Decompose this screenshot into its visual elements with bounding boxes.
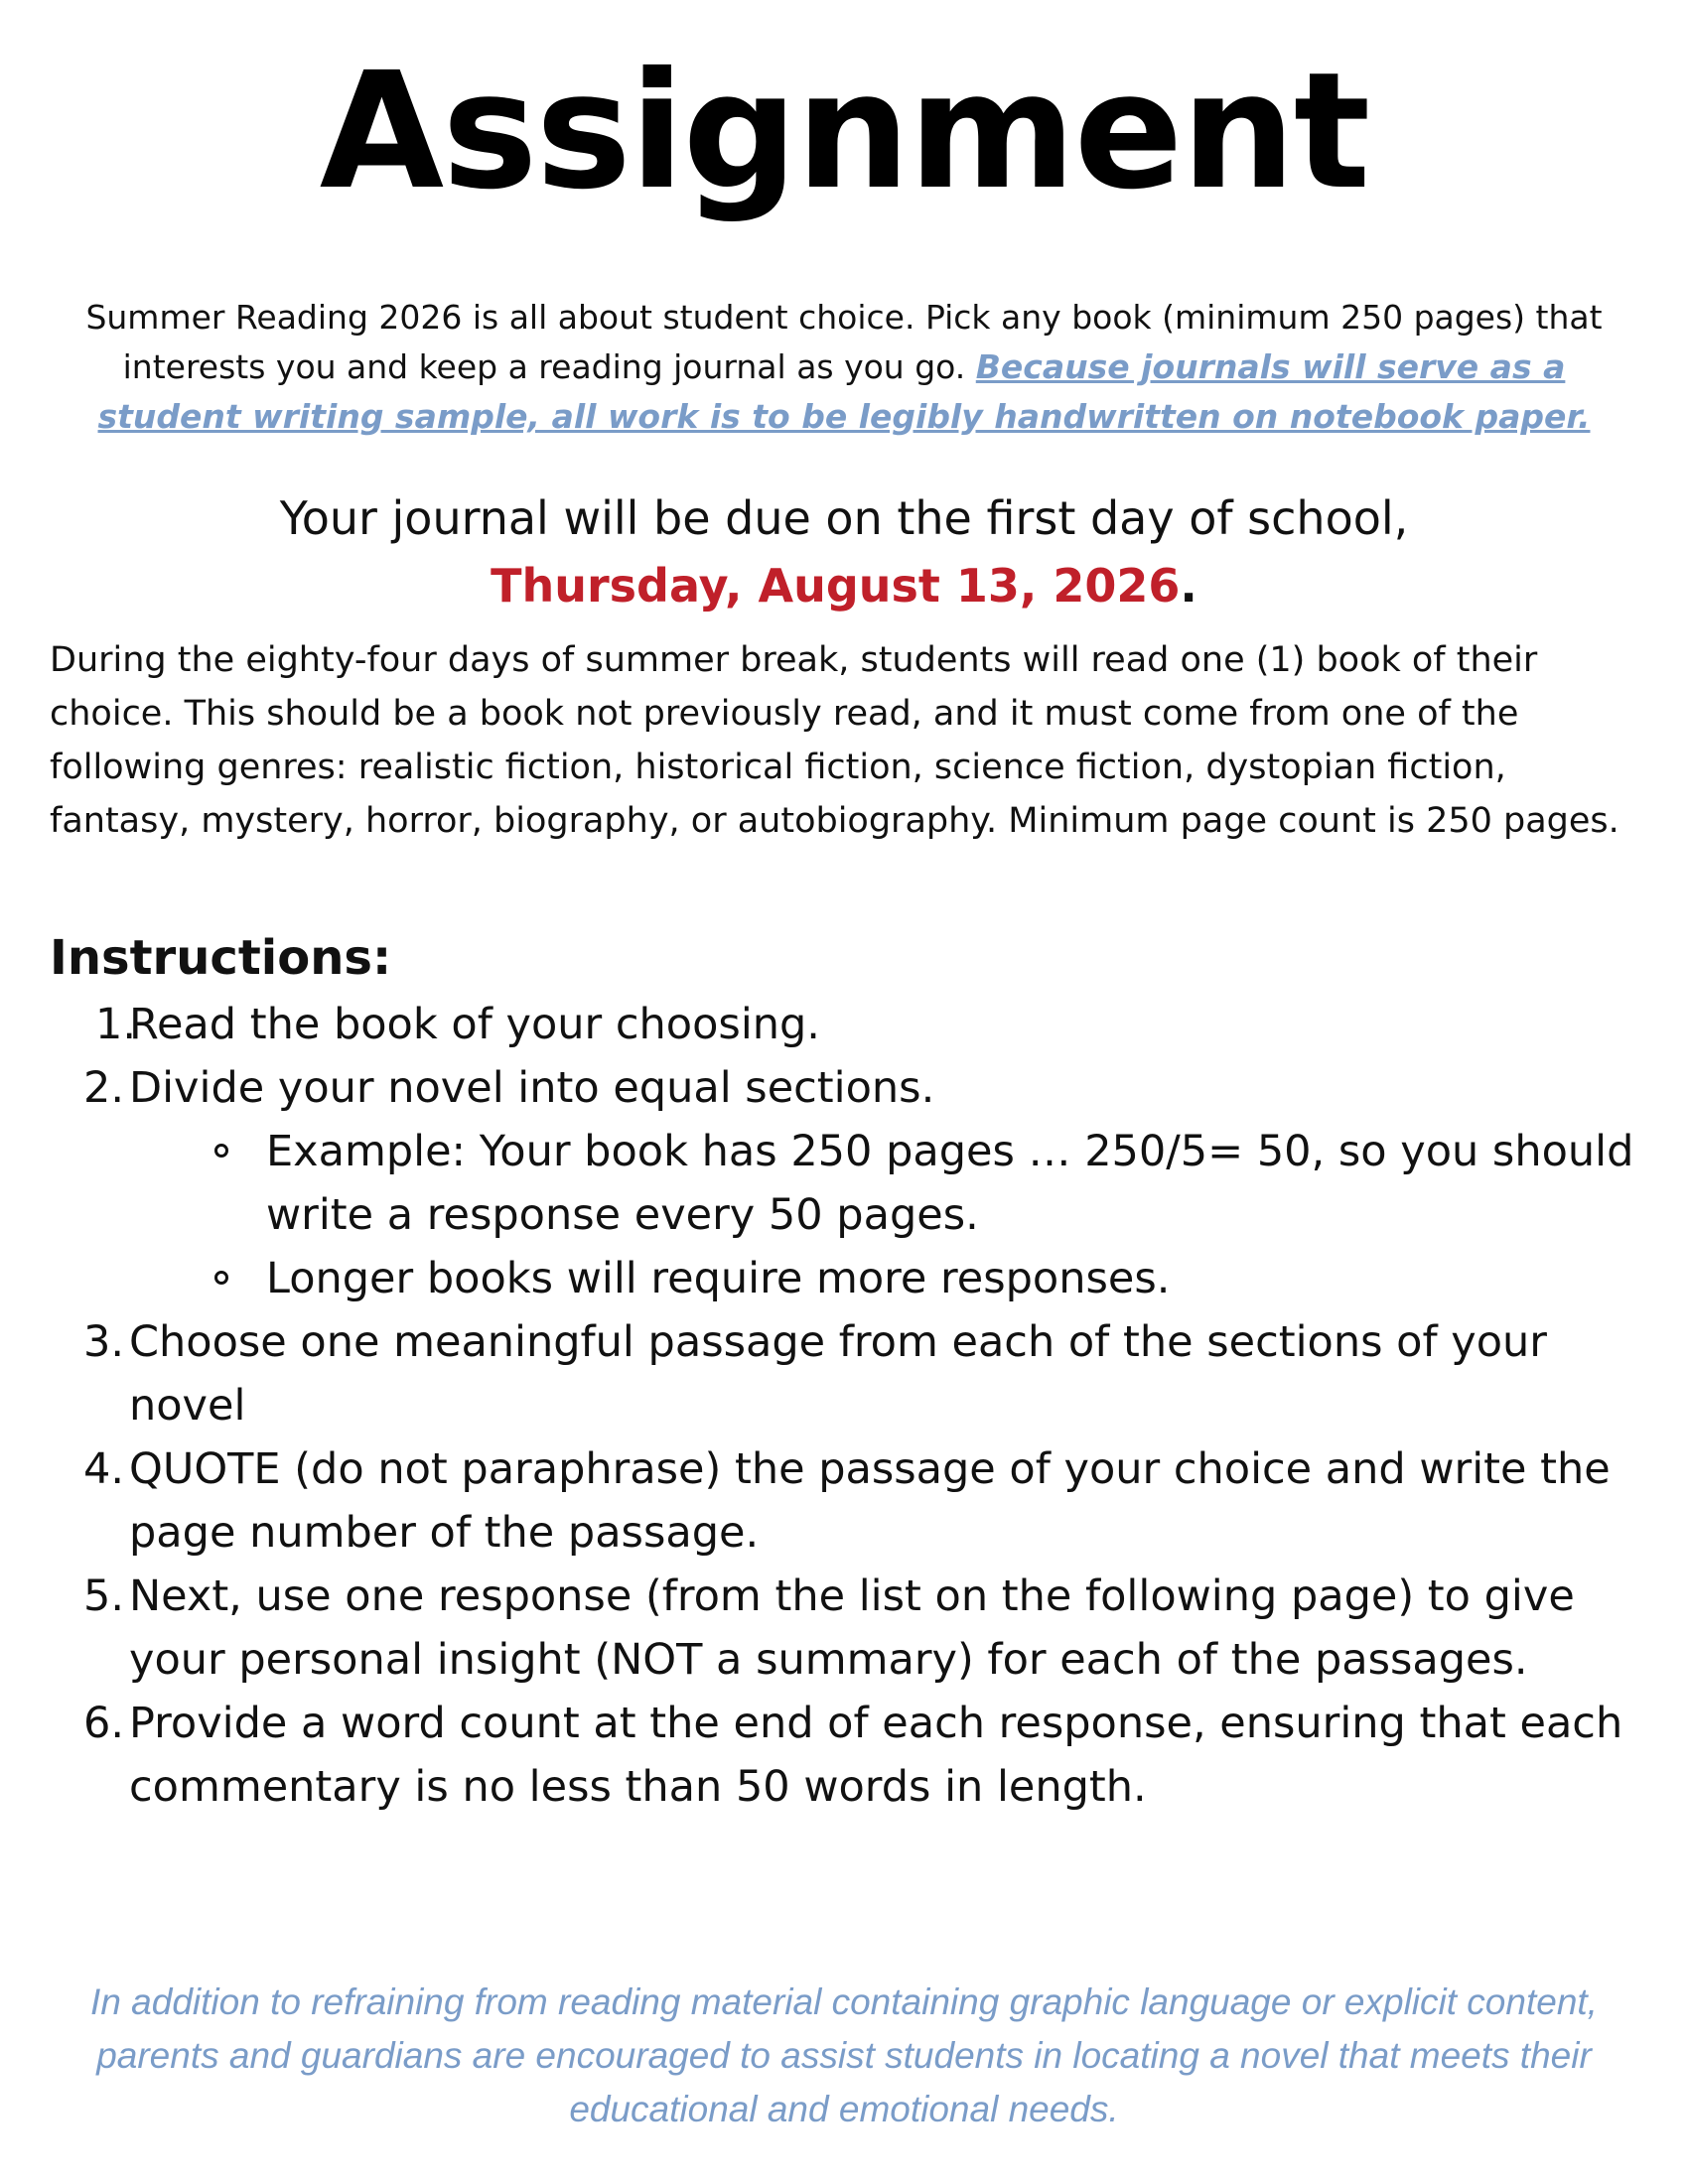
sub-list bbox=[129, 1120, 1658, 1310]
sub-list-item bbox=[199, 1247, 1658, 1310]
list-item bbox=[50, 1565, 1658, 1692]
list-item bbox=[50, 1310, 1658, 1437]
item-number: 2. bbox=[83, 1063, 125, 1113]
due-date-block bbox=[0, 484, 1688, 619]
item-text: Read the book of your choosing. bbox=[129, 1000, 820, 1049]
parent-guidance-note: In addition to refraining from reading material containing graphic language or explicit content, parents and guardians are encouraged to assist students in locating a novel that meets their educational and emotional needs. bbox=[90, 1981, 1598, 2129]
due-period: . bbox=[1180, 559, 1197, 613]
item-text: Provide a word count at the end of each response, ensuring that each commentary is no less than 50 words in length. bbox=[129, 1699, 1623, 1812]
item-text: QUOTE (do not paraphrase) the passage of your choice and write the page number of the passage. bbox=[129, 1444, 1611, 1558]
bullet-icon bbox=[214, 1144, 228, 1158]
item-number: 3. bbox=[83, 1317, 125, 1367]
list-item bbox=[50, 1056, 1658, 1310]
bullet-icon bbox=[214, 1271, 228, 1285]
due-line: Your journal will be due on the first day of school, bbox=[279, 491, 1409, 545]
instructions-list bbox=[50, 993, 1658, 1819]
instructions-heading: Instructions: bbox=[50, 930, 392, 986]
item-text: Next, use one response (from the list on the following page) to give your personal insight (NOT a summary) for each of the passages. bbox=[129, 1571, 1575, 1685]
item-text: Choose one meaningful passage from each of the sections of your novel bbox=[129, 1317, 1547, 1431]
description-paragraph: During the eighty-four days of summer break, students will read one (1) book of their choice. This should be a book not previously read, and it must come from one of the following genres: realistic fiction, historical fiction, science fiction, dystopian fiction, fantasy, mystery, horror, biography, or autobiography. Minimum page count is 250 pages. bbox=[50, 640, 1619, 841]
intro-paragraph bbox=[56, 293, 1632, 442]
list-item bbox=[50, 1692, 1658, 1819]
list-item bbox=[50, 993, 1658, 1056]
handwritten-requirement: Because journals will serve as a student writing sample, all work is to be legibly handwritten on notebook paper. bbox=[97, 347, 1591, 436]
intro-text: Summer Reading 2026 is all about student choice. Pick any book (minimum 250 pages) that interests you and keep a reading journal as you go. bbox=[85, 298, 1603, 386]
sub-list-item bbox=[199, 1120, 1658, 1247]
item-number: 5. bbox=[83, 1571, 125, 1621]
due-date: Thursday, August 13, 2026 bbox=[491, 559, 1181, 613]
page-title: Assignment bbox=[319, 39, 1369, 225]
item-number: 1. bbox=[95, 1000, 137, 1049]
list-item bbox=[50, 1437, 1658, 1565]
item-number: 4. bbox=[83, 1444, 125, 1494]
item-number: 6. bbox=[83, 1699, 125, 1748]
sub-item-text: Longer books will require more responses. bbox=[266, 1254, 1171, 1303]
item-text: Divide your novel into equal sections. bbox=[129, 1063, 935, 1113]
sub-item-text: Example: Your book has 250 pages … 250/5= 50, so you should write a response every 50 pages. bbox=[266, 1127, 1634, 1240]
